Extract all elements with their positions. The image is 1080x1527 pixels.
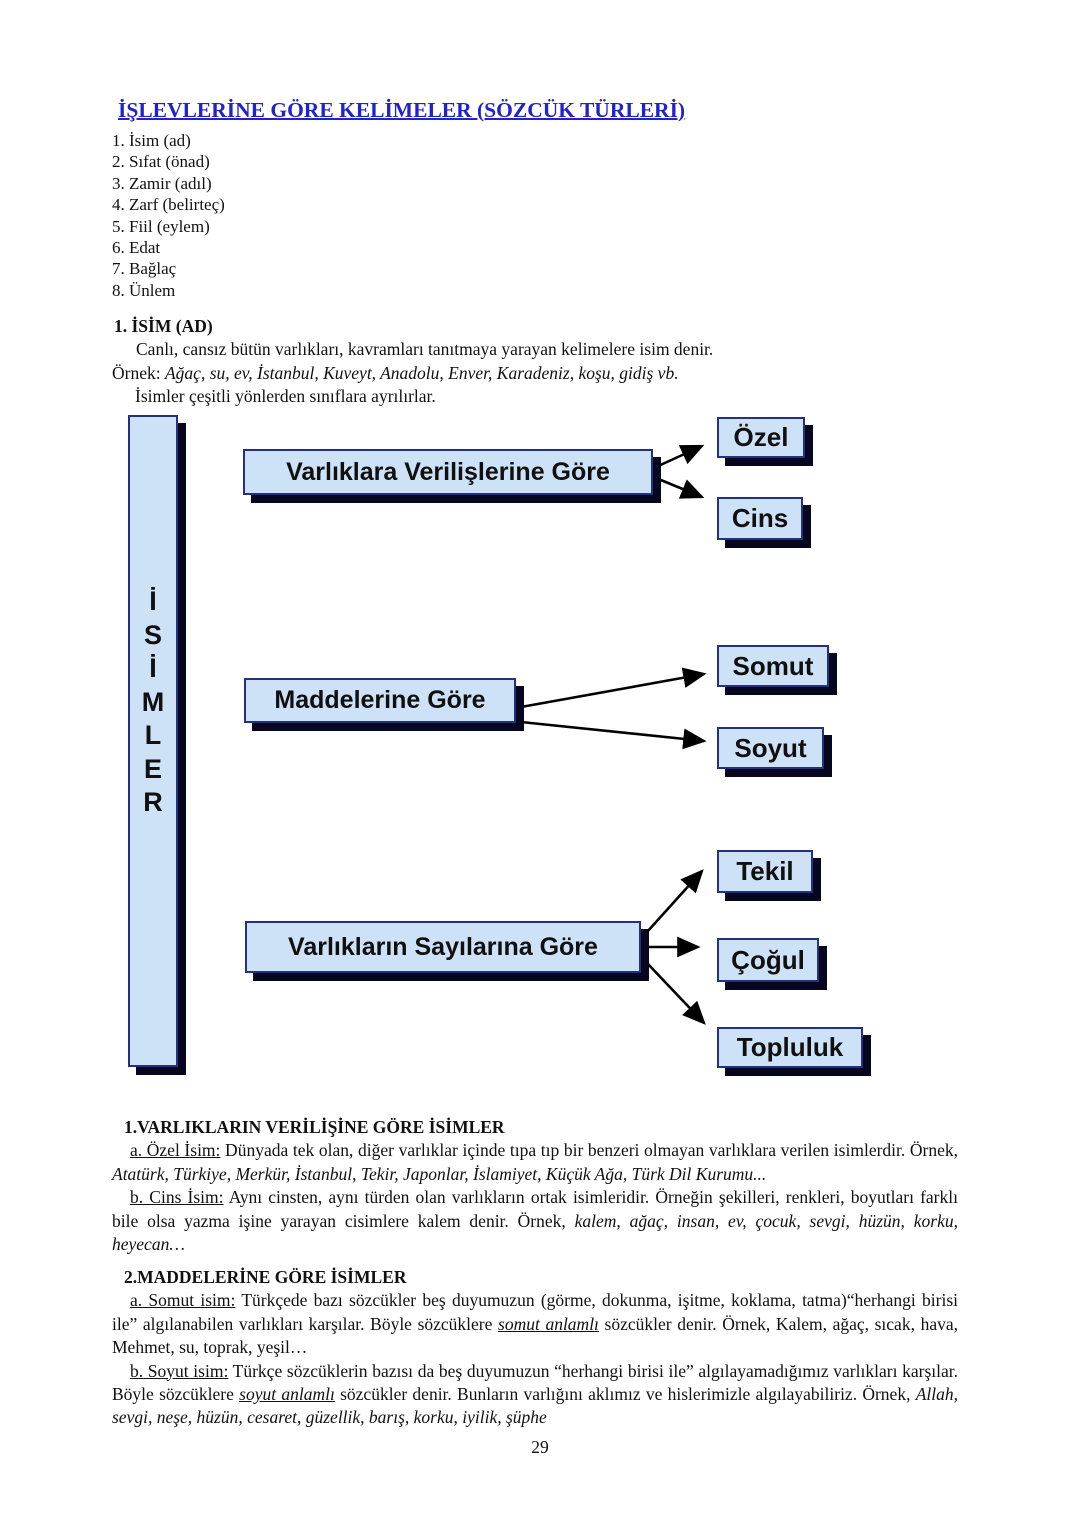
section-heading: 2.MADDELERİNE GÖRE İSİMLER [124,1267,407,1287]
leaf-box-cins: Cins [717,497,803,540]
paragraph-examples: kalem, ağaç, insan, ev, çocuk, sevgi, hüzün, korku, heyecan… [112,1210,959,1255]
isim-note: İsimler çeşitli yönlerden sınıflara ayrılırlar. [135,385,436,406]
top-text-block [112,97,960,408]
isim-section-heading: 1. İSİM (AD) [114,316,213,337]
root-letter: İ [149,586,157,616]
leaf-box-somut: Somut [717,645,829,687]
isim-example-line [112,362,960,385]
root-letter: R [143,787,163,817]
section-varliklarin-verilisine-gore [112,1116,958,1256]
list-item: 1. İsim (ad) [112,131,191,150]
example-words: Ağaç, su, ev, İstanbul, Kuveyt, Anadolu, Enver, Karadeniz, koşu, gidiş vb. [164,362,679,383]
root-letter: M [141,686,165,717]
list-item: 6. Edat [112,238,161,258]
leaf-box-tekil: Tekil [717,850,813,893]
root-letter: İ [149,653,157,683]
paragraph-examples: Allah, sevgi, neşe, hüzün, cesaret, güzellik, barış, korku, iyilik, şüphe [112,1384,959,1428]
paragraph-soyut-isim [112,1360,958,1430]
paragraph-ozel-isim [112,1139,958,1186]
paragraph-body: Aynı cinsten, aynı türden olan varlıkların ortak isimleridir. Örneğin şekilleri, renkleri, boyutları farklı bile olsa yazma işine yarayan cisimlere kalem denir. Örnek, [112,1187,958,1231]
paragraph-emphasis: somut anlamlı [498,1313,599,1334]
list-item: 5. Fiil (eylem) [112,216,210,236]
list-item: 4. Zarf (belirteç) [112,195,225,215]
example-label: Örnek: [112,362,161,383]
page-number: 29 [531,1437,549,1457]
leaf-box-soyut: Soyut [717,727,824,769]
paragraph-label: a. Özel İsim: [130,1140,221,1161]
leaf-box-cogul: Çoğul [717,938,819,982]
branch-box-varliklara-verilislerine-gore: Varlıklara Verilişlerine Göre [243,449,653,495]
branch-box-varliklarin-sayilarina-gore: Varlıkların Sayılarına Göre [245,921,641,973]
paragraph-somut-isim [112,1289,958,1359]
paragraph-body: Dünyada tek olan, diğer varlıklar içinde tıpa tıp bir benzeri olmayan varlıklara verilen isimlerdir. Örnek, [220,1140,958,1161]
paragraph-body: Türkçede bazı sözcükler beş duyumuzun (görme, dokunma, işitme, koklama, tatma)“herhangi birisi ile” algılanabilen varlıkları karşılar. Böyle sözcüklere [112,1290,958,1334]
paragraph-label: a. Somut isim: [130,1290,236,1311]
paragraph-examples: Atatürk, Türkiye, Merkür, İstanbul, Tekir, Japonlar, İslamiyet, Küçük Ağa, Türk Dil Kurumu... [112,1163,767,1184]
paragraph-body: Türkçe sözcüklerin bazısı da beş duyumuzun “herhangi birisi ile” algılayamadığımız varlıkları karşılar. Böyle sözcüklere [112,1360,958,1405]
page-title: İŞLEVLERİNE GÖRE KELİMELER (SÖZCÜK TÜRLERİ) [118,98,686,122]
paragraph-label: b. Soyut isim: [130,1360,229,1381]
word-type-list [112,130,960,301]
list-item: 7. Bağlaç [112,259,177,279]
list-item: 3. Zamir (adıl) [112,173,212,193]
paragraph-label: b. Cins İsim: [130,1187,224,1208]
paragraph-body: sözcükler denir. Bunların varlığını aklımız ve hislerimizle algılayabiliriz. Örnek, [334,1384,916,1405]
root-letter: L [144,720,162,750]
isimler-root-box [128,415,178,1067]
paragraph-body: sözcükler denir. Örnek, Kalem, ağaç, sıcak, hava, Mehmet, su, toprak, yeşil… [112,1313,958,1358]
section-heading: 1.VARLIKLARIN VERİLİŞİNE GÖRE İSİMLER [124,1117,505,1137]
paragraph-cins-isim [112,1186,958,1256]
root-letter: E [143,753,162,784]
list-item: 8. Ünlem [112,280,176,300]
isimler-diagram [0,405,1080,1105]
paragraph-emphasis: soyut anlamlı [239,1384,335,1405]
branch-box-maddelerine-gore: Maddelerine Göre [244,678,516,723]
section-maddelerine-gore [112,1266,958,1430]
leaf-box-ozel: Özel [717,417,805,458]
leaf-box-topluluk: Topluluk [717,1027,863,1068]
root-letter: S [143,619,162,650]
isim-definition: Canlı, cansız bütün varlıkları, kavramları tanıtmaya yarayan kelimelere isim denir. [136,339,714,360]
list-item: 2. Sıfat (önad) [112,152,210,172]
